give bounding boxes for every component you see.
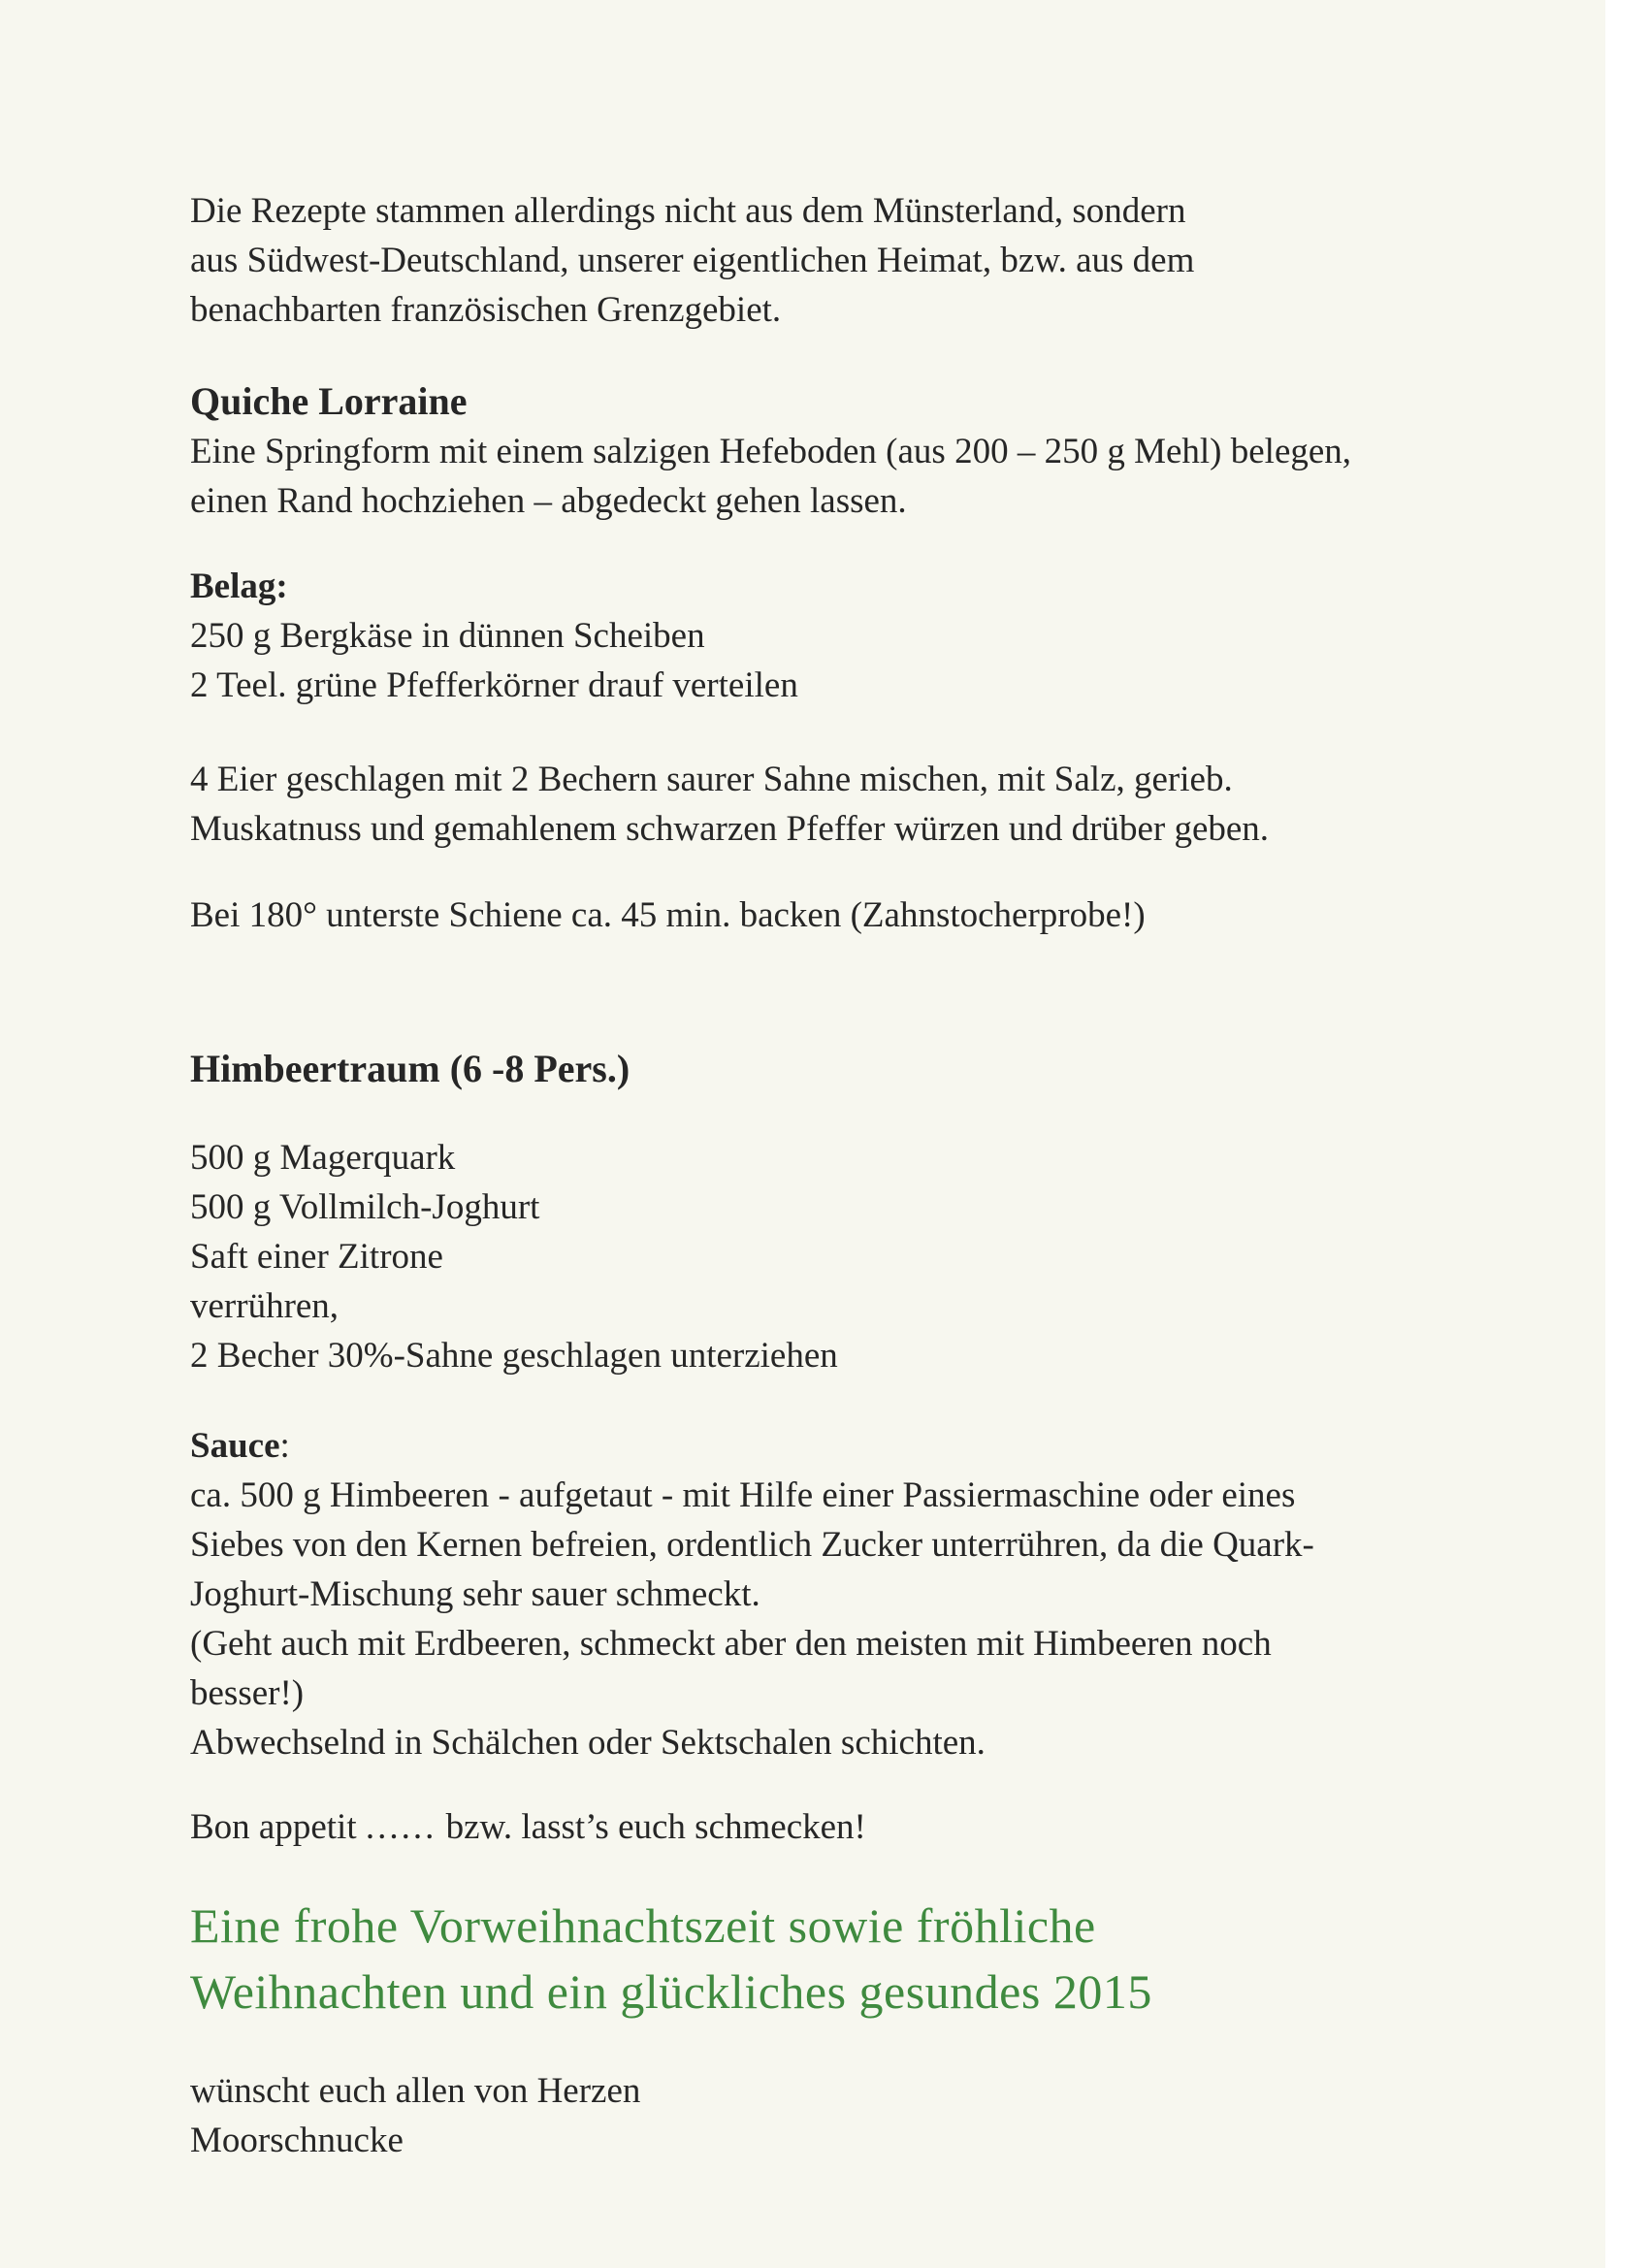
- closing-signature: [190, 2066, 1451, 2165]
- baking-instruction: Bei 180° unterste Schiene ca. 45 min. backen (Zahnstocherprobe!): [190, 895, 1146, 935]
- sauce-label: [190, 1421, 1451, 1471]
- sauce-instructions: [190, 1471, 1451, 1767]
- ingredient-item: 500 g Magerquark: [190, 1138, 456, 1178]
- intro-line: benachbarten französischen Grenzgebiet.: [190, 290, 782, 330]
- quiche-title: Quiche Lorraine: [190, 379, 468, 423]
- quiche-description-line: Eine Springform mit einem salzigen Hefeboden (aus 200 – 250 g Mehl) belegen,: [190, 432, 1352, 471]
- sauce-label-text: Sauce: [190, 1426, 280, 1466]
- bon-appetit-end: bzw. lasst’s euch schmecken!: [436, 1807, 866, 1847]
- himbeer-ingredients: [190, 1133, 1451, 1380]
- sauce-line: Joghurt-Mischung sehr sauer schmeckt.: [190, 1574, 760, 1614]
- sauce-line: Siebes von den Kernen befreien, ordentlich Zucker unterrühren, da die Quark-: [190, 1525, 1314, 1565]
- topping-label: Belag:: [190, 567, 288, 606]
- egg-mixture-line: Muskatnuss und gemahlenem schwarzen Pfeffer würzen und drüber geben.: [190, 809, 1270, 849]
- intro-line: Die Rezepte stammen allerdings nicht aus dem Münsterland, sondern: [190, 191, 1186, 231]
- quiche-description: [190, 427, 1451, 526]
- season-greeting: [190, 1893, 1451, 2025]
- bon-appetit-start: Bon appetit: [190, 1807, 366, 1847]
- topping-item: 250 g Bergkäse in dünnen Scheiben: [190, 616, 705, 656]
- bon-appetit: [190, 1802, 1451, 1852]
- ingredient-item: 2 Becher 30%-Sahne geschlagen unterziehen: [190, 1336, 838, 1376]
- scan-edge: [1605, 0, 1649, 2268]
- ingredient-item: 500 g Vollmilch-Joghurt: [190, 1187, 540, 1227]
- topping-list: [190, 611, 1451, 710]
- signature-name: Moorschnucke: [190, 2121, 404, 2160]
- quiche-description-line: einen Rand hochziehen – abgedeckt gehen lassen.: [190, 481, 907, 521]
- bon-appetit-dots: ......: [365, 1807, 437, 1847]
- sauce-line: besser!): [190, 1673, 305, 1713]
- ingredient-item: Saft einer Zitrone: [190, 1237, 443, 1277]
- closing-line: wünscht euch allen von Herzen: [190, 2071, 641, 2111]
- ingredient-item: verrühren,: [190, 1286, 340, 1326]
- greeting-line: Eine frohe Vorweihnachtszeit sowie fröhliche: [190, 1898, 1096, 1953]
- sauce-line: ca. 500 g Himbeeren - aufgetaut - mit Hilfe einer Passiermaschine oder eines: [190, 1475, 1296, 1515]
- sauce-label-colon: :: [279, 1426, 290, 1466]
- sauce-line: (Geht auch mit Erdbeeren, schmeckt aber den meisten mit Himbeeren noch: [190, 1624, 1272, 1664]
- greeting-line: Weihnachten und ein glückliches gesundes 2015: [190, 1964, 1152, 2019]
- sauce-line: Abwechselnd in Schälchen oder Sektschalen schichten.: [190, 1723, 986, 1763]
- recipe-page: [190, 186, 1451, 2165]
- intro-line: aus Südwest-Deutschland, unserer eigentlichen Heimat, bzw. aus dem: [190, 241, 1195, 280]
- egg-mixture: [190, 755, 1451, 854]
- intro-paragraph: [190, 186, 1451, 335]
- topping-item: 2 Teel. grüne Pfefferkörner drauf verteilen: [190, 665, 798, 705]
- himbeer-title: Himbeertraum (6 -8 Pers.): [190, 1047, 630, 1090]
- egg-mixture-line: 4 Eier geschlagen mit 2 Bechern saurer Sahne mischen, mit Salz, gerieb.: [190, 760, 1233, 799]
